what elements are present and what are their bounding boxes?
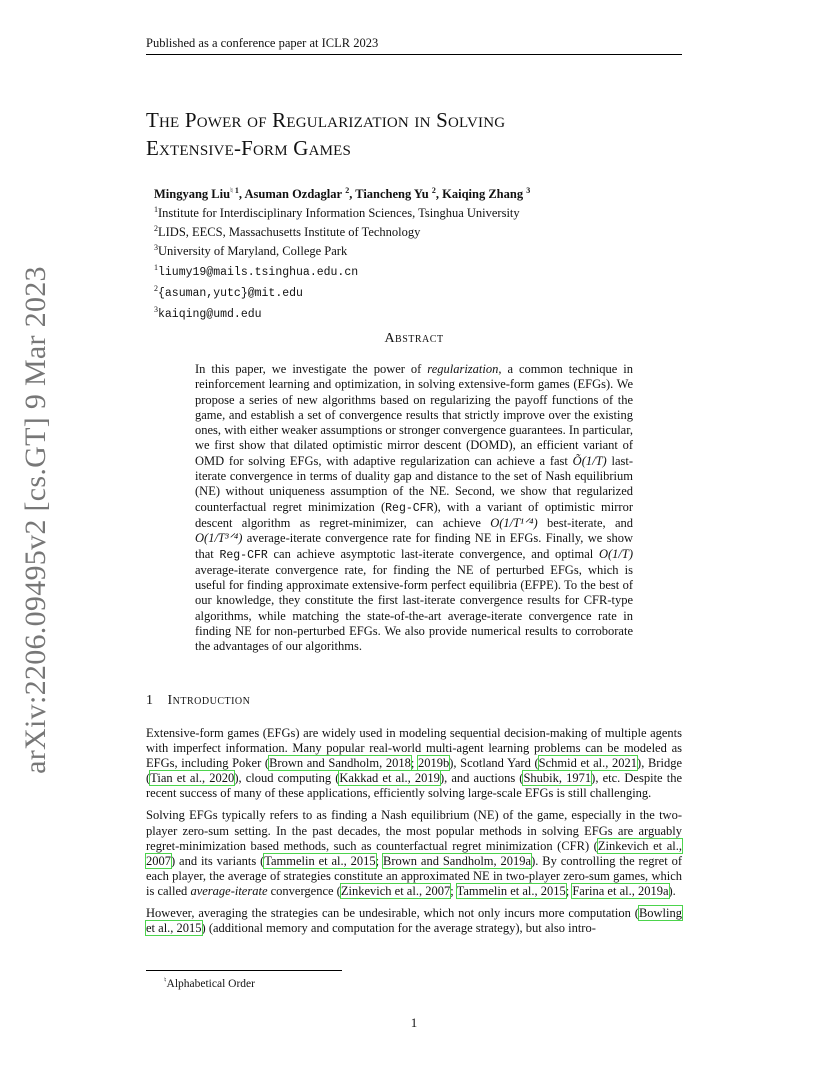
code-name: Reg-CFR bbox=[385, 501, 434, 515]
math-expression: O(1/T) bbox=[598, 546, 633, 561]
text-segment: ), and auctions ( bbox=[439, 771, 524, 786]
code-name: Reg-CFR bbox=[219, 548, 268, 562]
abstract-text bbox=[195, 362, 633, 655]
abstract-segment: can achieve asymptotic last-iterate convergence, and optimal bbox=[267, 546, 599, 561]
title-line-1: The Power of Regularization in Solving bbox=[146, 108, 506, 132]
citation-link[interactable]: Zinkevich et al., 2007 bbox=[146, 838, 682, 868]
math-expression: O(1/T¹ᐟ⁴) bbox=[490, 515, 538, 530]
affiliation bbox=[154, 202, 714, 221]
affiliation bbox=[154, 240, 714, 259]
abstract-segment: , a common technique in reinforcement learning and optimization, in solving extensive-form games (EFGs). We propose a series of new algorithms based on regularizing the payoff functions of the game, and establish a set of convergence results that strictly improve over the existing ones, with either weaker assumptions or stronger convergence guarantees. In particular, we first show that dilated optimistic mirror descent (DOMD), an efficient variant of OMD for solving EFGs, with adaptive regularization can achieve a fast bbox=[195, 362, 633, 468]
abstract-emphasis: regularization bbox=[427, 362, 499, 376]
citation-link[interactable]: Tammelin et al., 2015 bbox=[264, 853, 376, 868]
abstract-segment: average-iterate convergence rate, for finding the NE of perturbed EFGs, which is useful for finding approximate extensive-form perfect equilibria (EFPE). To the best of our knowledge, they constitute the first last-iterate convergence results for CFR-type algorithms, while matching the state-of-the-art average-iterate convergence rate in finding NE for non-perturbed EFGs. We also provide numerical results to corroborate the advantages of our algorithms. bbox=[195, 562, 633, 654]
paragraph bbox=[146, 808, 682, 899]
text-segment: ), cloud computing ( bbox=[234, 771, 340, 786]
section-heading bbox=[146, 693, 250, 709]
citation-link[interactable]: Kakkad et al., 2019 bbox=[339, 771, 440, 786]
abstract-heading: Abstract bbox=[384, 331, 444, 346]
text-segment: ). bbox=[668, 883, 676, 898]
text-segment: ; bbox=[565, 883, 573, 898]
text-segment: ), Bridge ( bbox=[146, 756, 682, 786]
section-title-text: Introduction bbox=[167, 693, 251, 708]
running-header bbox=[146, 36, 682, 55]
author-name: , Tiancheng Yu bbox=[349, 187, 429, 202]
paragraph bbox=[146, 906, 682, 936]
email-number: 1 bbox=[154, 262, 158, 272]
abstract-segment: ), with a variant of optimistic mirror descent algorithm as regret-minimizer, can achieve bbox=[195, 499, 633, 530]
citation-link[interactable]: Zinkevich et al., 2007 bbox=[340, 883, 451, 898]
citation-link[interactable]: Bowling et al., 2015 bbox=[146, 906, 682, 936]
emphasis-text: average-iterate bbox=[190, 883, 268, 898]
page-number: 1 bbox=[410, 1015, 418, 1030]
author-names bbox=[154, 183, 714, 202]
citation-link[interactable]: Brown and Sandholm, 2018 bbox=[269, 756, 411, 771]
author-block bbox=[154, 183, 714, 323]
intro-body bbox=[146, 726, 682, 943]
author-name: Mingyang Liu bbox=[154, 187, 231, 202]
text-segment: However, averaging the strategies can be undesirable, which not only incurs more computation ( bbox=[146, 906, 639, 921]
abstract-segment: last-iterate convergence in terms of duality gap and distance to the set of Nash equilibrium (NE) without uniqueness assumption of the NE. Second, we show that regularized counterfactual regret minimization ( bbox=[195, 453, 633, 514]
affiliation bbox=[154, 221, 714, 240]
text-segment: ), Scotland Yard ( bbox=[449, 756, 539, 771]
citation-link[interactable]: Farina et al., 2019a bbox=[572, 883, 669, 898]
author-marks: 3 bbox=[526, 186, 531, 195]
email-text: {asuman,yutc}@mit.edu bbox=[158, 286, 303, 300]
text-segment: ; bbox=[450, 883, 457, 898]
section-number: 1 bbox=[146, 693, 154, 708]
citation-link[interactable]: Tammelin et al., 2015 bbox=[456, 883, 566, 898]
affiliation-number: 1 bbox=[154, 205, 158, 215]
text-segment: convergence ( bbox=[267, 883, 341, 898]
math-expression: Õ(1/T) bbox=[572, 453, 607, 468]
footnote-mark: ♮ bbox=[164, 976, 167, 984]
text-segment: Extensive-form games (EFGs) are widely used in modeling sequential decision-making of multiple agents with imperfect information. Many popular real-world multi-agent learning problems can be modeled as EFGs, including Poker ( bbox=[146, 726, 682, 771]
text-segment: ). By controlling the regret of each player, the average of strategies constitute an approximated NE in two-player zero-sum games, which is called bbox=[146, 853, 682, 898]
author-name: , Kaiqing Zhang bbox=[435, 187, 524, 202]
arxiv-identifier: arXiv:2206.09495v2 [cs.GT] 9 Mar 2023 bbox=[19, 266, 52, 774]
affiliation-text: LIDS, EECS, Massachusetts Institute of Technology bbox=[158, 225, 421, 240]
author-marks: ♮ 1 bbox=[230, 186, 239, 195]
text-segment: ; bbox=[375, 853, 384, 868]
title-line-2: Extensive-Form Games bbox=[146, 136, 352, 160]
email bbox=[154, 260, 714, 281]
affiliation-text: University of Maryland, College Park bbox=[158, 244, 348, 259]
email-number: 3 bbox=[154, 304, 158, 314]
affiliation-number: 2 bbox=[154, 224, 158, 234]
author-marks: 2 bbox=[345, 186, 350, 195]
author-marks: 2 bbox=[431, 186, 436, 195]
text-segment: ; bbox=[410, 756, 418, 771]
math-expression: O(1/T³ᐟ⁴) bbox=[195, 531, 243, 546]
email bbox=[154, 281, 714, 302]
footnote-text: Alphabetical Order bbox=[166, 977, 255, 990]
text-segment: Solving EFGs typically refers to as finding a Nash equilibrium (NE) of the game, especially in the two-player zero-sum setting. In the past decades, the most popular methods in solving EFGs are arguably regret-minimization based methods, such as counterfactual regret minimization (CFR) ( bbox=[146, 808, 682, 853]
citation-link[interactable]: Tian et al., 2020 bbox=[150, 771, 235, 786]
citation-link[interactable]: Brown and Sandholm, 2019a bbox=[383, 853, 532, 868]
footnote bbox=[164, 976, 255, 990]
abstract-segment: average-iterate convergence rate for finding NE in EFGs. Finally, we show that bbox=[195, 531, 633, 561]
email-text: liumy19@mails.tsinghua.edu.cn bbox=[158, 265, 359, 279]
author-name: , Asuman Ozdaglar bbox=[238, 187, 343, 202]
text-segment: ) and its variants ( bbox=[171, 853, 265, 868]
text-segment: ) (additional memory and computation for the average strategy), but also intro- bbox=[201, 921, 596, 936]
email-number: 2 bbox=[154, 283, 158, 293]
abstract-segment: In this paper, we investigate the power of bbox=[195, 362, 428, 376]
venue-text: Published as a conference paper at ICLR 2023 bbox=[146, 36, 379, 50]
citation-link[interactable]: Schmid et al., 2021 bbox=[538, 756, 638, 771]
affiliation-number: 3 bbox=[154, 243, 158, 253]
email bbox=[154, 302, 714, 323]
email-text: kaiqing@umd.edu bbox=[158, 308, 262, 322]
citation-link[interactable]: 2019b bbox=[418, 756, 450, 771]
paper-title bbox=[146, 106, 706, 162]
affiliation-text: Institute for Interdisciplinary Information Sciences, Tsinghua University bbox=[158, 206, 520, 221]
footnote-divider bbox=[146, 970, 342, 971]
paragraph bbox=[146, 726, 682, 801]
text-segment: ), etc. Despite the recent success of many of these applications, efficiently solving large-scale EFGs is still challenging. bbox=[146, 771, 682, 801]
abstract-segment: best-iterate, and bbox=[537, 515, 633, 530]
citation-link[interactable]: Shubik, 1971 bbox=[523, 771, 592, 786]
